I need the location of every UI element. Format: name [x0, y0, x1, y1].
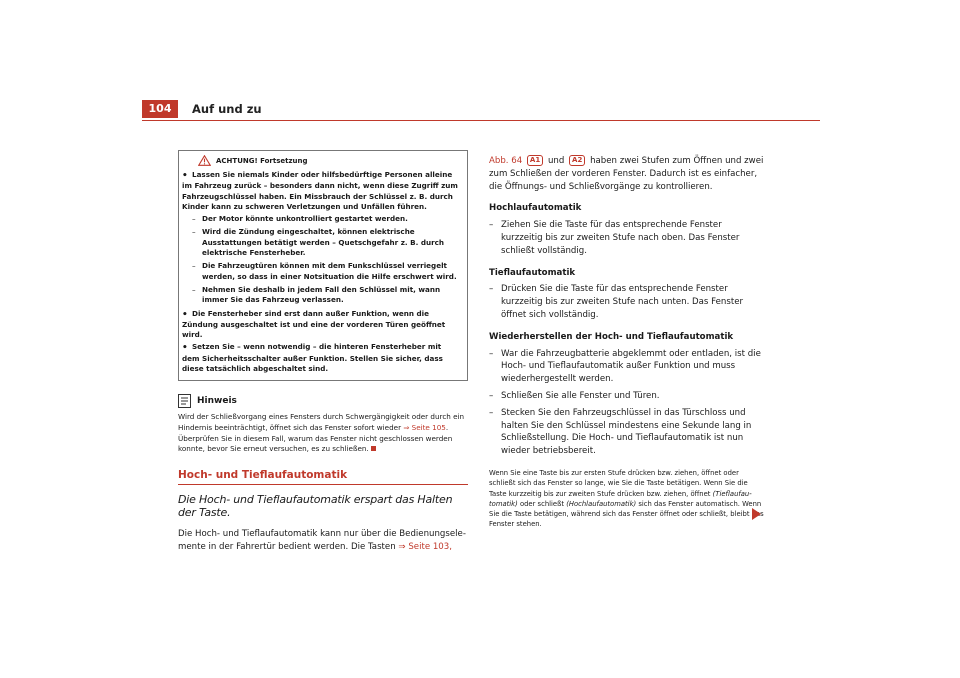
intro-paragraph: Abb. 64 A1 und A2 haben zwei Stufen zum Öffnen und zwei zum Schließen der vorderen Fenster. Dadurch ist es einfacher, die Öffnungs- und Schließvorgänge zu kontrollieren. — [489, 156, 764, 192]
warning-header — [198, 155, 461, 166]
warning-triangle-icon — [198, 155, 211, 166]
end-mark-icon — [371, 446, 376, 451]
step-item: – Ziehen Sie die Taste für das entsprechende Fenster kurzzeitig bis zur zweiten Stufe nach oben. Das Fenster schließt vollständig. — [489, 220, 740, 256]
step-item: – War die Fahrzeugbatterie abgeklemmt oder entladen, ist die Hoch- und Tieflaufautomatik außer Funktion und muss wiederhergestellt werden. — [489, 348, 761, 385]
warning-bullet: • Die Fensterheber sind erst dann außer Funktion, wenn die Zündung ausgeschaltet ist und eine der vorderen Türen geöffnet wird. — [182, 308, 446, 340]
note-header — [178, 394, 468, 408]
warning-subitem: – Wird die Zündung eingeschaltet, können elektrische Ausstattungen betätigt werden – Quetschgefahr z. B. durch elektrische Fensterheber. — [192, 227, 445, 258]
step-item: – Drücken Sie die Taste für das entsprechende Fenster kurzzeitig bis zur zweiten Stufe nach unten. Das Fenster öffnet sich vollständig. — [489, 284, 744, 320]
small-print: Wenn Sie eine Taste bis zur ersten Stufe drücken bzw. ziehen, öffnet oder schließt sich das Fenster so lange, wie Sie die Taste betätigen. Wenn Sie die Taste kurzzeitig bis zur zweiten Stufe drücken bzw. ziehen, öffnet (Tieflaufautomatik) oder schließt (Hochlaufautomatik) sich das Fenster automatisch. Wenn Sie die Taste betätigen, während sich das Fenster öffnet oder schließt, bleibt das Fenster stehen. — [489, 468, 764, 529]
step-item: – Schließen Sie alle Fenster und Türen. — [489, 390, 660, 401]
next-page-arrow-icon — [752, 508, 761, 520]
section-lead: Die Hoch- und Tieflaufautomatik erspart das Halten der Taste. — [178, 492, 453, 519]
note-text: Wird der Schließvorgang eines Fensters durch Schwergängigkeit oder durch ein Hindernis beeinträchtigt, öffnet sich das Fenster sofort wieder ⇒ Seite 105. Überprüfen Sie in diesem Fall, warum das Fenster nicht geschlossen werden konnte, bevor Sie erneut versuchen, es zu schließen. — [178, 412, 465, 454]
warning-subitem: – Die Fahrzeugtüren können mit dem Funkschlüssel verriegelt werden, so dass in einer Notsituation die Hilfe erschwert wird. — [192, 261, 457, 281]
figure-link[interactable]: Abb. 64 — [489, 156, 523, 166]
note-title: Hinweis — [197, 396, 237, 407]
page-link[interactable]: ⇒ Seite 103, — [398, 541, 452, 552]
page-link[interactable]: ⇒ Seite 105 — [403, 422, 446, 432]
left-column — [178, 150, 468, 553]
note-icon — [178, 394, 191, 408]
warning-bullet: • Setzen Sie – wenn notwendig – die hinteren Fensterheber mit dem Sicherheitsschalter außer Funktion. Stellen Sie sicher, dass diese tatsächlich abgeschaltet sind. — [182, 342, 443, 374]
callout-a2: A2 — [569, 155, 585, 166]
step-item: – Stecken Sie den Fahrzeugschlüssel in das Türschloss und halten Sie den Schlüssel mindestens eine Sekunde lang in Schließstellung. Die Hoch- und Tieflaufautomatik ist nun wieder betriebsbereit. — [489, 407, 752, 457]
warning-bullet: • Lassen Sie niemals Kinder oder hilfsbedürftige Personen alleine im Fahrzeug zurück – besonders dann nicht, wenn diese Zugriff zum Fahrzeugschlüssel haben. Ein Missbrauch der Schlüssel z. B. durch Kinder kann zu schweren Verletzungen und Unfällen führen. — [182, 170, 458, 211]
warning-title: ACHTUNG! Fortsetzung — [216, 156, 308, 165]
page-number: 104 — [142, 100, 178, 118]
section-heading: Hoch- und Tieflaufautomatik — [178, 469, 468, 485]
warning-subitem: – Nehmen Sie deshalb in jedem Fall den Schlüssel mit, wann immer Sie das Fahrzeug verlassen. — [192, 284, 441, 305]
subheading-hochlauf: Hochlaufautomatik — [489, 203, 582, 214]
subheading-wiederherstellen: Wiederherstellen der Hoch- und Tieflaufautomatik — [489, 331, 734, 342]
warning-subitem: – Der Motor könnte unkontrolliert gestartet werden. — [192, 214, 408, 224]
section-title: Auf und zu — [192, 102, 262, 116]
warning-box — [178, 150, 468, 381]
right-column — [489, 155, 765, 530]
section-body: Die Hoch- und Tieflaufautomatik kann nur über die Bedienungselemente in der Fahrertür bedient werden. Die Tasten ⇒ Seite 103, — [178, 528, 466, 552]
page-header — [142, 100, 820, 121]
callout-a1: A1 — [527, 155, 543, 166]
subheading-tieflauf: Tieflaufautomatik — [489, 267, 576, 278]
note-section — [178, 394, 468, 454]
